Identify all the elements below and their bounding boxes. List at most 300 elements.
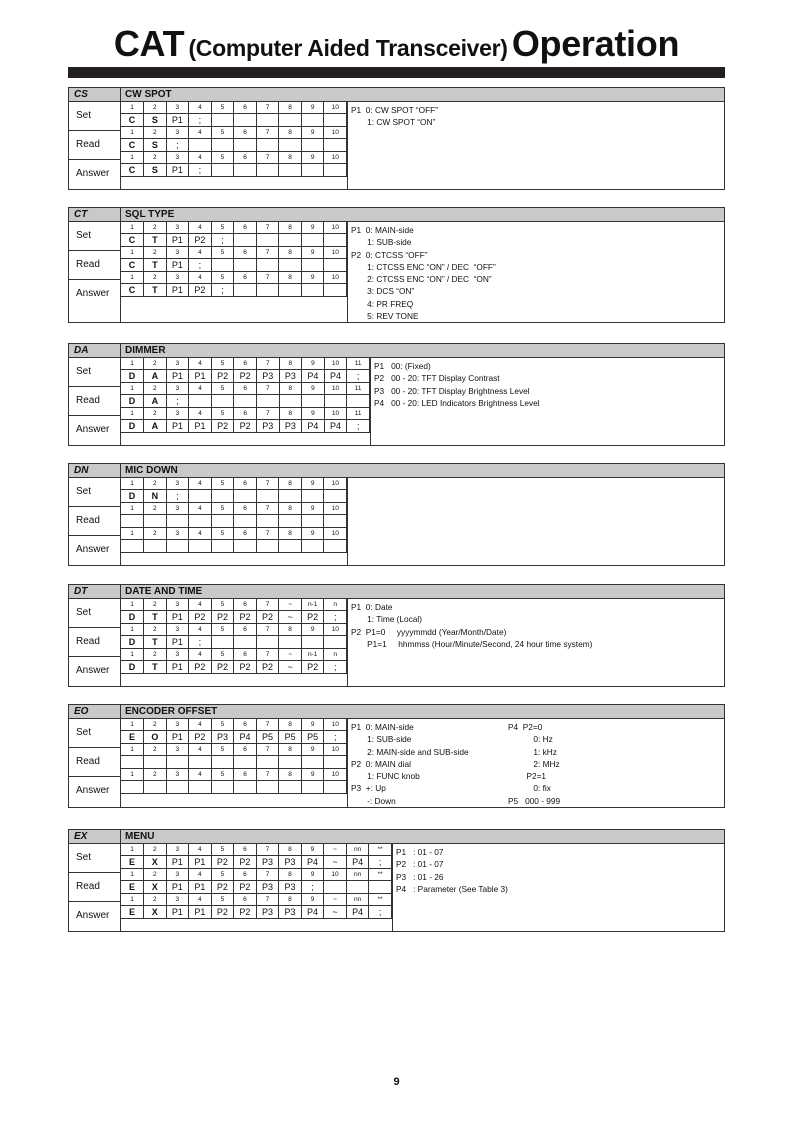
byte-value — [144, 540, 167, 553]
byte-value: X — [144, 881, 167, 894]
parameter-line: P4 : Parameter (See Table 3) — [396, 883, 508, 894]
byte-value — [234, 284, 257, 297]
byte-position: 4 — [189, 102, 212, 114]
byte-position: 4 — [189, 358, 212, 370]
byte-position: n-1 — [301, 649, 324, 661]
byte-position: 7 — [256, 869, 279, 881]
byte-value — [121, 781, 144, 794]
byte-value — [166, 515, 189, 528]
parameter-line: P2 0: MAIN dial — [351, 758, 411, 769]
byte-value: X — [144, 906, 167, 919]
byte-value — [189, 781, 212, 794]
byte-value: P1 — [189, 856, 212, 869]
byte-position: 5 — [211, 744, 234, 756]
byte-grid-read — [121, 869, 392, 894]
byte-value — [324, 284, 347, 297]
byte-position: 6 — [234, 528, 257, 540]
byte-value — [324, 636, 347, 649]
byte-grid-read — [121, 744, 347, 769]
byte-position: 8 — [279, 247, 302, 259]
byte-value: D — [121, 370, 144, 383]
byte-position: 9 — [301, 719, 324, 731]
byte-position: 1 — [121, 528, 144, 540]
byte-position: 10 — [324, 478, 347, 490]
byte-position: 2 — [144, 649, 167, 661]
section-header — [69, 464, 724, 478]
command-section-cs — [68, 87, 725, 190]
byte-position: 6 — [234, 358, 257, 370]
byte-position: 2 — [144, 599, 167, 611]
parameter-line: 2: CTCSS ENC “ON” / DEC “ON” — [351, 274, 492, 285]
byte-value: P1 — [166, 420, 189, 433]
byte-position: 2 — [144, 624, 167, 636]
byte-position: 1 — [121, 127, 144, 139]
byte-position: 7 — [256, 744, 279, 756]
byte-grid-set — [121, 358, 370, 383]
byte-value: P5 — [301, 731, 324, 744]
byte-position: 6 — [234, 649, 257, 661]
byte-value: P2 — [189, 284, 212, 297]
mode-label-read: Read — [69, 131, 120, 160]
byte-value — [301, 490, 324, 503]
byte-position: 5 — [211, 152, 234, 164]
byte-value — [256, 284, 279, 297]
byte-position: 1 — [121, 247, 144, 259]
byte-grid-set — [121, 719, 347, 744]
byte-value: P3 — [256, 856, 279, 869]
byte-value: D — [121, 611, 144, 624]
byte-position: 1 — [121, 624, 144, 636]
byte-position: 9 — [301, 102, 324, 114]
byte-position: 6 — [234, 744, 257, 756]
byte-value — [279, 164, 302, 177]
byte-position: 3 — [166, 869, 189, 881]
byte-value: P3 — [211, 731, 234, 744]
byte-value — [279, 490, 302, 503]
byte-value — [256, 540, 279, 553]
byte-position: n-1 — [301, 599, 324, 611]
byte-value — [234, 164, 257, 177]
byte-position: 5 — [211, 503, 234, 515]
byte-value — [256, 756, 279, 769]
mode-label-answer: Answer — [76, 785, 110, 796]
byte-position: 2 — [144, 272, 167, 284]
byte-value — [279, 284, 302, 297]
byte-value — [144, 756, 167, 769]
byte-position: nn — [346, 844, 369, 856]
parameter-line: P2=1 — [508, 771, 547, 782]
byte-position: 10 — [324, 528, 347, 540]
byte-value — [279, 636, 302, 649]
byte-position: 1 — [121, 719, 144, 731]
byte-position: 5 — [211, 844, 234, 856]
byte-position: 10 — [324, 127, 347, 139]
byte-value: O — [144, 731, 167, 744]
byte-value: P2 — [211, 906, 234, 919]
byte-value: P1 — [166, 234, 189, 247]
byte-value: P2 — [211, 370, 234, 383]
byte-value — [211, 636, 234, 649]
byte-value — [121, 515, 144, 528]
title-operation: Operation — [511, 23, 680, 64]
byte-position: 1 — [121, 152, 144, 164]
byte-value: C — [121, 114, 144, 127]
byte-value: P3 — [279, 906, 302, 919]
byte-value: E — [121, 906, 144, 919]
byte-value — [256, 164, 279, 177]
byte-position: 4 — [189, 247, 212, 259]
byte-position: 7 — [256, 383, 279, 395]
byte-position: 8 — [279, 528, 302, 540]
command-name: DATE AND TIME — [125, 586, 203, 597]
byte-value: P3 — [279, 856, 302, 869]
byte-value — [189, 139, 212, 152]
byte-position: 2 — [144, 408, 167, 420]
byte-value — [256, 781, 279, 794]
byte-value — [324, 881, 347, 894]
byte-value — [211, 490, 234, 503]
byte-position: 7 — [256, 649, 279, 661]
mode-label-read: Read — [69, 387, 120, 416]
byte-value — [256, 234, 279, 247]
byte-value — [189, 515, 212, 528]
byte-value — [211, 756, 234, 769]
byte-value — [301, 259, 324, 272]
byte-position: 10 — [324, 744, 347, 756]
byte-position: 4 — [189, 127, 212, 139]
byte-position: 2 — [144, 247, 167, 259]
byte-position: 6 — [234, 102, 257, 114]
byte-value: P4 — [302, 420, 325, 433]
byte-position: 9 — [301, 222, 324, 234]
command-code: EO — [69, 705, 121, 718]
byte-grid-set — [121, 478, 347, 503]
parameter-line: P2 : 01 - 07 — [396, 859, 444, 870]
mode-label-set: Set — [69, 358, 120, 387]
byte-value — [211, 164, 234, 177]
mode-label-set: Set — [69, 222, 120, 251]
byte-value: E — [121, 731, 144, 744]
byte-value — [189, 756, 212, 769]
byte-value: ~ — [279, 611, 302, 624]
byte-value: P3 — [279, 370, 302, 383]
byte-grid-set — [121, 222, 347, 247]
byte-position: 10 — [324, 719, 347, 731]
byte-position: 7 — [256, 769, 279, 781]
byte-value — [301, 540, 324, 553]
byte-value: ; — [324, 611, 347, 624]
byte-position: 6 — [234, 719, 257, 731]
byte-value: P2 — [301, 611, 324, 624]
byte-value — [234, 540, 257, 553]
byte-value: P3 — [279, 881, 302, 894]
parameter-line: 1: SUB-side — [351, 734, 412, 745]
byte-value — [256, 515, 279, 528]
byte-grid-answer — [121, 272, 347, 297]
byte-position: 5 — [211, 408, 234, 420]
byte-position: ** — [369, 844, 392, 856]
byte-position: 7 — [256, 247, 279, 259]
mode-label-set: Set — [69, 102, 120, 131]
byte-position: 9 — [301, 744, 324, 756]
byte-value — [234, 259, 257, 272]
byte-value — [166, 756, 189, 769]
byte-value: P2 — [189, 611, 212, 624]
byte-value: P2 — [234, 856, 257, 869]
byte-value — [279, 114, 302, 127]
byte-position: 2 — [144, 127, 167, 139]
mode-labels — [69, 478, 121, 565]
parameter-description — [347, 719, 724, 807]
mode-label-set: Set — [69, 478, 120, 507]
byte-value — [121, 540, 144, 553]
byte-position: 1 — [121, 599, 144, 611]
byte-position: 10 — [324, 869, 347, 881]
byte-position: 2 — [144, 844, 167, 856]
byte-position: 9 — [301, 127, 324, 139]
command-code: DN — [69, 464, 121, 477]
byte-value: P2 — [189, 731, 212, 744]
byte-value: P2 — [234, 420, 257, 433]
byte-position: 10 — [324, 769, 347, 781]
byte-value — [234, 515, 257, 528]
parameter-line: P4 00 - 20: LED Indicators Brightness Level — [374, 397, 540, 408]
byte-value — [234, 234, 257, 247]
byte-position: 1 — [121, 649, 144, 661]
byte-value — [301, 636, 324, 649]
byte-value: T — [144, 234, 167, 247]
byte-value: P4 — [301, 856, 324, 869]
byte-position: 1 — [121, 478, 144, 490]
byte-position: 9 — [302, 358, 325, 370]
byte-position: 2 — [144, 222, 167, 234]
byte-value — [144, 515, 167, 528]
byte-value: P2 — [211, 611, 234, 624]
command-section-dt — [68, 584, 725, 687]
byte-value — [279, 395, 302, 408]
byte-value: ; — [166, 490, 189, 503]
byte-position: 4 — [189, 272, 212, 284]
byte-position: 5 — [211, 869, 234, 881]
byte-position: 8 — [279, 769, 302, 781]
byte-grid-answer — [121, 769, 347, 794]
byte-value — [189, 540, 212, 553]
command-code: EX — [69, 830, 121, 843]
title-rule — [68, 67, 725, 78]
byte-position: 9 — [301, 478, 324, 490]
parameter-line: P3 : 01 - 26 — [396, 871, 444, 882]
byte-position: 2 — [144, 383, 167, 395]
byte-grid-answer — [121, 649, 347, 674]
parameter-line: P3 +: Up — [351, 783, 386, 794]
byte-value: C — [121, 139, 144, 152]
byte-position: 3 — [166, 383, 189, 395]
byte-position: 6 — [234, 383, 257, 395]
byte-value: ; — [324, 731, 347, 744]
byte-position: 3 — [166, 222, 189, 234]
byte-position: 3 — [166, 358, 189, 370]
parameter-line: 4: PR FREQ — [351, 298, 414, 309]
byte-value: P2 — [256, 661, 279, 674]
byte-value: P2 — [256, 611, 279, 624]
byte-value: D — [121, 420, 144, 433]
command-name: SQL TYPE — [125, 209, 175, 220]
byte-value: S — [144, 164, 167, 177]
page-number: 9 — [393, 1076, 400, 1088]
byte-value: P1 — [189, 881, 212, 894]
byte-value: E — [121, 881, 144, 894]
byte-position: 6 — [234, 152, 257, 164]
byte-position: 2 — [144, 102, 167, 114]
byte-value: ; — [166, 139, 189, 152]
byte-position: 6 — [234, 478, 257, 490]
byte-value: ; — [301, 881, 324, 894]
byte-value — [234, 781, 257, 794]
byte-grid-answer — [121, 152, 347, 177]
byte-grid-read — [121, 624, 347, 649]
command-section-da — [68, 343, 725, 446]
byte-value: D — [121, 636, 144, 649]
byte-value — [301, 756, 324, 769]
command-section-ex — [68, 829, 725, 932]
byte-position: 7 — [256, 408, 279, 420]
command-name: ENCODER OFFSET — [125, 706, 218, 717]
byte-value: S — [144, 114, 167, 127]
byte-value: D — [121, 661, 144, 674]
command-code: DT — [69, 585, 121, 598]
byte-value: P1 — [166, 906, 189, 919]
byte-value: P2 — [211, 856, 234, 869]
byte-position: 5 — [211, 894, 234, 906]
byte-position: 8 — [279, 894, 302, 906]
parameter-line: P1=1 hhmmss (Hour/Minute/Second, 24 hour time system) — [351, 638, 593, 649]
byte-value: P1 — [189, 420, 212, 433]
byte-value — [301, 164, 324, 177]
mode-label-answer: Answer — [76, 168, 110, 179]
byte-position: 2 — [144, 528, 167, 540]
byte-position: 8 — [279, 744, 302, 756]
parameter-line: P1 0: CW SPOT “OFF” — [351, 105, 438, 115]
byte-position: 5 — [211, 649, 234, 661]
byte-position: 7 — [256, 478, 279, 490]
byte-position: 10 — [324, 383, 347, 395]
byte-value — [279, 515, 302, 528]
byte-value: A — [144, 370, 167, 383]
byte-position: 4 — [189, 383, 212, 395]
byte-value — [346, 881, 369, 894]
byte-value — [324, 164, 347, 177]
byte-value: P2 — [189, 234, 212, 247]
byte-position: n — [324, 599, 347, 611]
byte-value — [324, 515, 347, 528]
byte-position: 1 — [121, 383, 144, 395]
byte-position: 3 — [166, 102, 189, 114]
byte-value — [301, 234, 324, 247]
parameter-line: P1 00: (Fixed) — [374, 361, 431, 371]
byte-position: 2 — [144, 478, 167, 490]
byte-position: 3 — [166, 769, 189, 781]
byte-grid-answer — [121, 528, 347, 553]
byte-position: 8 — [279, 383, 302, 395]
byte-position: 5 — [211, 222, 234, 234]
mode-label-answer: Answer — [76, 288, 110, 299]
byte-value — [189, 395, 212, 408]
byte-position: 2 — [144, 769, 167, 781]
section-header — [69, 585, 724, 599]
byte-value: P3 — [256, 881, 279, 894]
byte-position: 3 — [166, 744, 189, 756]
byte-value: P1 — [189, 906, 212, 919]
byte-position: 10 — [324, 102, 347, 114]
byte-position: 10 — [324, 624, 347, 636]
parameter-line: P1 0: MAIN-side — [351, 225, 414, 235]
mode-label-set: Set — [69, 844, 120, 873]
mode-labels — [69, 844, 121, 931]
parameter-description — [392, 844, 724, 931]
command-name: DIMMER — [125, 345, 166, 356]
byte-position: 7 — [256, 624, 279, 636]
byte-position: 9 — [301, 503, 324, 515]
byte-value: ; — [347, 420, 370, 433]
byte-position: 5 — [211, 624, 234, 636]
byte-position: 2 — [144, 744, 167, 756]
parameter-line: P4 P2=0 — [508, 722, 543, 732]
byte-position: 3 — [166, 719, 189, 731]
byte-value: P2 — [234, 661, 257, 674]
parameter-description-column-2 — [508, 721, 560, 807]
byte-position: 7 — [256, 844, 279, 856]
byte-position: ~ — [279, 599, 302, 611]
byte-value — [302, 395, 325, 408]
byte-value: P1 — [166, 661, 189, 674]
byte-value — [301, 139, 324, 152]
byte-value — [256, 114, 279, 127]
parameter-line: 1: Time (Local) — [351, 614, 423, 625]
parameter-line: 1: kHz — [508, 746, 557, 757]
command-code: CS — [69, 88, 121, 101]
byte-position: 9 — [301, 844, 324, 856]
mode-labels — [69, 599, 121, 686]
byte-position: 5 — [211, 102, 234, 114]
byte-position: 1 — [121, 894, 144, 906]
byte-value — [324, 259, 347, 272]
byte-position: 7 — [256, 222, 279, 234]
byte-position: 8 — [279, 478, 302, 490]
byte-position: 7 — [256, 599, 279, 611]
byte-position: 5 — [211, 272, 234, 284]
byte-value — [211, 395, 234, 408]
byte-position: 11 — [347, 383, 370, 395]
byte-position: 1 — [121, 408, 144, 420]
byte-position: 5 — [211, 247, 234, 259]
byte-position: 1 — [121, 844, 144, 856]
byte-value: ; — [189, 259, 212, 272]
byte-position: 9 — [301, 624, 324, 636]
byte-grid-answer — [121, 894, 392, 919]
byte-position: 8 — [279, 624, 302, 636]
byte-value — [256, 490, 279, 503]
command-name: CW SPOT — [125, 89, 172, 100]
byte-value: P5 — [279, 731, 302, 744]
byte-value: P1 — [166, 259, 189, 272]
byte-value: ; — [369, 856, 392, 869]
parameter-line: P1 0: MAIN-side — [351, 722, 414, 732]
command-name: MENU — [125, 831, 155, 842]
byte-value — [324, 139, 347, 152]
byte-value: P4 — [324, 370, 347, 383]
byte-position: 1 — [121, 222, 144, 234]
byte-position: 8 — [279, 503, 302, 515]
